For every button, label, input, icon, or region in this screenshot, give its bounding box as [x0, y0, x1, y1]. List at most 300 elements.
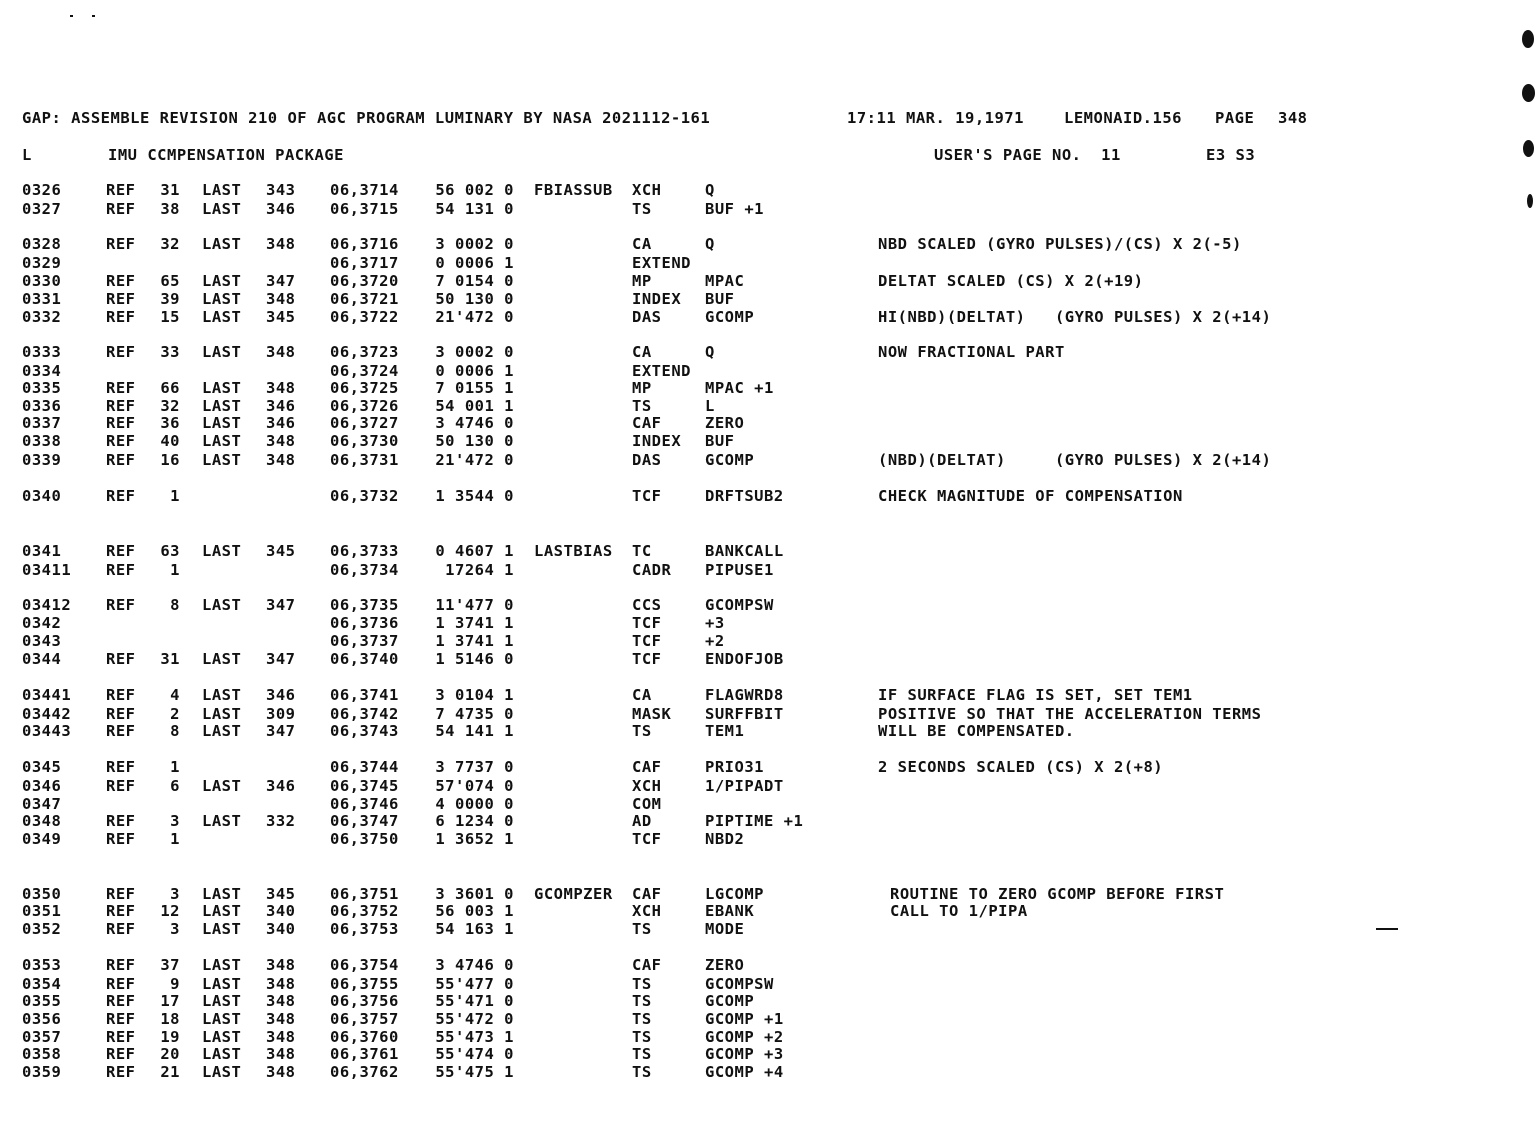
memory-address: 06,3751 — [330, 885, 399, 903]
octal-word: 55'477 0 — [435, 975, 514, 993]
memory-address: 06,3725 — [330, 379, 399, 397]
comment: NOW FRACTIONAL PART — [878, 343, 1065, 361]
memory-address: 06,3754 — [330, 956, 399, 974]
memory-address: 06,3720 — [330, 272, 399, 290]
seq-number: 0341 — [22, 542, 62, 560]
section-header — [22, 146, 1256, 164]
octal-word: 1 3741 1 — [435, 632, 514, 650]
last-page: 347 — [266, 272, 296, 290]
ref-count: 2 — [170, 705, 180, 723]
assembly-title: GAP: ASSEMBLE REVISION 210 OF AGC PROGRAM LUMINARY BY NASA 2021112-161 — [22, 109, 711, 127]
octal-word: 1 3544 0 — [435, 487, 514, 505]
last-marker: LAST — [202, 200, 242, 218]
ref-count: 40 — [160, 432, 180, 450]
memory-address: 06,3716 — [330, 235, 399, 253]
opcode: TC — [632, 542, 652, 560]
opcode: CAF — [632, 885, 662, 903]
ref-marker: REF — [106, 343, 136, 361]
seq-number: 0353 — [22, 956, 62, 974]
opcode: AD — [632, 812, 652, 830]
last-page: 348 — [266, 235, 296, 253]
octal-word: 11'477 0 — [435, 596, 514, 614]
seq-number: 0330 — [22, 272, 62, 290]
last-marker: LAST — [202, 235, 242, 253]
seq-number: 03442 — [22, 705, 72, 723]
last-page: 346 — [266, 200, 296, 218]
last-marker: LAST — [202, 1063, 242, 1081]
memory-address: 06,3722 — [330, 308, 399, 326]
last-marker: LAST — [202, 1028, 242, 1046]
octal-word: 50 130 0 — [435, 432, 514, 450]
opcode: TS — [632, 722, 652, 740]
ref-count: 12 — [160, 902, 180, 920]
opcode: CAF — [632, 414, 662, 432]
last-marker: LAST — [202, 451, 242, 469]
comment: 2 SECONDS SCALED (CS) X 2(+8) — [878, 758, 1164, 776]
octal-word: 3 0002 0 — [435, 235, 514, 253]
ref-count: 1 — [170, 561, 180, 579]
ref-marker: REF — [106, 902, 136, 920]
ref-marker: REF — [106, 181, 136, 199]
comment: ROUTINE TO ZERO GCOMP BEFORE FIRST — [890, 885, 1225, 903]
operand: BUF +1 — [705, 200, 764, 218]
seq-number: 0337 — [22, 414, 62, 432]
ref-count: 4 — [170, 686, 180, 704]
ref-marker: REF — [106, 650, 136, 668]
octal-word: 3 4746 0 — [435, 956, 514, 974]
memory-address: 06,3756 — [330, 992, 399, 1010]
ref-marker: REF — [106, 722, 136, 740]
operand: L — [705, 397, 715, 415]
memory-address: 06,3757 — [330, 1010, 399, 1028]
symbol-label: LASTBIAS — [534, 542, 613, 560]
ref-count: 3 — [170, 920, 180, 938]
operand: FLAGWRD8 — [705, 686, 784, 704]
operand: MODE — [705, 920, 745, 938]
opcode: COM — [632, 795, 662, 813]
last-page: 309 — [266, 705, 296, 723]
ref-marker: REF — [106, 542, 136, 560]
memory-address: 06,3744 — [330, 758, 399, 776]
ref-marker: REF — [106, 432, 136, 450]
operand: GCOMPSW — [705, 596, 774, 614]
last-page: 348 — [266, 379, 296, 397]
comment: WILL BE COMPENSATED. — [878, 722, 1075, 740]
last-page: 348 — [266, 1045, 296, 1063]
last-page: 346 — [266, 777, 296, 795]
seq-number: 03443 — [22, 722, 72, 740]
section-title: IMU CCMPENSATION PACKAGE — [108, 146, 344, 164]
opcode: INDEX — [632, 432, 682, 450]
opcode: MP — [632, 379, 652, 397]
ref-count: 66 — [160, 379, 180, 397]
opcode: TS — [632, 397, 652, 415]
operand: Q — [705, 235, 715, 253]
ref-count: 16 — [160, 451, 180, 469]
operand: GCOMP +4 — [705, 1063, 784, 1081]
seq-number: 0334 — [22, 362, 62, 380]
octal-word: 55'471 0 — [435, 992, 514, 1010]
opcode: EXTEND — [632, 362, 691, 380]
octal-word: 54 141 1 — [435, 722, 514, 740]
last-marker: LAST — [202, 920, 242, 938]
octal-word: 17264 1 — [445, 561, 514, 579]
last-marker: LAST — [202, 812, 242, 830]
seq-number: 03441 — [22, 686, 72, 704]
opcode: CA — [632, 235, 652, 253]
ref-count: 37 — [160, 956, 180, 974]
comment: CHECK MAGNITUDE OF COMPENSATION — [878, 487, 1183, 505]
ref-marker: REF — [106, 1010, 136, 1028]
opcode: TS — [632, 920, 652, 938]
operand: +2 — [705, 632, 725, 650]
last-page: 348 — [266, 432, 296, 450]
seq-number: 0333 — [22, 343, 62, 361]
memory-address: 06,3721 — [330, 290, 399, 308]
ref-count: 8 — [170, 596, 180, 614]
operand: PIPUSE1 — [705, 561, 774, 579]
opcode: DAS — [632, 451, 662, 469]
operand: LGCOMP — [705, 885, 764, 903]
octal-word: 3 7737 0 — [435, 758, 514, 776]
ref-marker: REF — [106, 397, 136, 415]
seq-number: 0338 — [22, 432, 62, 450]
ref-count: 32 — [160, 397, 180, 415]
last-marker: LAST — [202, 432, 242, 450]
last-page: 348 — [266, 1028, 296, 1046]
seq-number: 0329 — [22, 254, 62, 272]
operand: PRIO31 — [705, 758, 764, 776]
listing-header — [22, 109, 1308, 127]
seq-number: 0331 — [22, 290, 62, 308]
memory-address: 06,3730 — [330, 432, 399, 450]
seq-number: 0357 — [22, 1028, 62, 1046]
last-marker: LAST — [202, 650, 242, 668]
operand: GCOMP — [705, 308, 755, 326]
seq-number: 0354 — [22, 975, 62, 993]
octal-word: 3 3601 0 — [435, 885, 514, 903]
octal-word: 54 001 1 — [435, 397, 514, 415]
seq-number: 0348 — [22, 812, 62, 830]
last-page: 348 — [266, 343, 296, 361]
octal-word: 3 0104 1 — [435, 686, 514, 704]
last-marker: LAST — [202, 956, 242, 974]
opcode: TS — [632, 1045, 652, 1063]
octal-word: 54 163 1 — [435, 920, 514, 938]
ref-count: 38 — [160, 200, 180, 218]
last-marker: LAST — [202, 705, 242, 723]
page-number: 348 — [1278, 109, 1308, 127]
operand: BUF — [705, 290, 735, 308]
octal-word: 3 0002 0 — [435, 343, 514, 361]
ref-count: 20 — [160, 1045, 180, 1063]
ref-marker: REF — [106, 812, 136, 830]
operand: Q — [705, 343, 715, 361]
ref-marker: REF — [106, 1045, 136, 1063]
octal-word: 55'474 0 — [435, 1045, 514, 1063]
opcode: MASK — [632, 705, 672, 723]
memory-address: 06,3737 — [330, 632, 399, 650]
ref-count: 36 — [160, 414, 180, 432]
opcode: DAS — [632, 308, 662, 326]
comment: DELTAT SCALED (CS) X 2(+19) — [878, 272, 1144, 290]
last-marker: LAST — [202, 902, 242, 920]
comment: IF SURFACE FLAG IS SET, SET TEM1 — [878, 686, 1193, 704]
opcode: TCF — [632, 487, 662, 505]
operand: 1/PIPADT — [705, 777, 784, 795]
octal-word: 1 3741 1 — [435, 614, 514, 632]
opcode: CA — [632, 686, 652, 704]
memory-address: 06,3723 — [330, 343, 399, 361]
opcode: TS — [632, 975, 652, 993]
memory-address: 06,3742 — [330, 705, 399, 723]
last-page: 347 — [266, 596, 296, 614]
ref-marker: REF — [106, 777, 136, 795]
last-marker: LAST — [202, 343, 242, 361]
operand: +3 — [705, 614, 725, 632]
margin-punch-mark — [1522, 30, 1534, 48]
opcode: XCH — [632, 181, 662, 199]
operand: ZERO — [705, 956, 745, 974]
ref-count: 39 — [160, 290, 180, 308]
sheet-code: E3 S3 — [1206, 146, 1256, 164]
last-marker: LAST — [202, 272, 242, 290]
operand: ENDOFJOB — [705, 650, 784, 668]
memory-address: 06,3735 — [330, 596, 399, 614]
ref-marker: REF — [106, 379, 136, 397]
operand: BANKCALL — [705, 542, 784, 560]
seq-number: 0356 — [22, 1010, 62, 1028]
last-marker: LAST — [202, 777, 242, 795]
last-page: 343 — [266, 181, 296, 199]
ref-count: 63 — [160, 542, 180, 560]
last-page: 348 — [266, 451, 296, 469]
ref-count: 6 — [170, 777, 180, 795]
memory-address: 06,3734 — [330, 561, 399, 579]
memory-address: 06,3736 — [330, 614, 399, 632]
operand: GCOMP — [705, 451, 755, 469]
seq-number: 0342 — [22, 614, 62, 632]
octal-word: 7 0154 0 — [435, 272, 514, 290]
ref-marker: REF — [106, 1028, 136, 1046]
operand: NBD2 — [705, 830, 745, 848]
users-page-number: USER'S PAGE NO. 11 — [934, 146, 1121, 164]
ref-count: 3 — [170, 812, 180, 830]
octal-word: 56 003 1 — [435, 902, 514, 920]
seq-number: 0349 — [22, 830, 62, 848]
operand: GCOMP — [705, 992, 755, 1010]
octal-word: 7 0155 1 — [435, 379, 514, 397]
last-marker: LAST — [202, 992, 242, 1010]
octal-word: 3 4746 0 — [435, 414, 514, 432]
last-page: 348 — [266, 290, 296, 308]
seq-number: 0345 — [22, 758, 62, 776]
operand: GCOMP +2 — [705, 1028, 784, 1046]
memory-address: 06,3726 — [330, 397, 399, 415]
operand: TEM1 — [705, 722, 745, 740]
ref-marker: REF — [106, 414, 136, 432]
octal-word: 21'472 0 — [435, 451, 514, 469]
memory-address: 06,3714 — [330, 181, 399, 199]
octal-word: 57'074 0 — [435, 777, 514, 795]
seq-number: 03411 — [22, 561, 72, 579]
operand: DRFTSUB2 — [705, 487, 784, 505]
opcode: MP — [632, 272, 652, 290]
memory-address: 06,3727 — [330, 414, 399, 432]
ref-marker: REF — [106, 885, 136, 903]
ref-marker: REF — [106, 235, 136, 253]
opcode: TS — [632, 1010, 652, 1028]
last-page: 348 — [266, 975, 296, 993]
last-marker: LAST — [202, 308, 242, 326]
last-marker: LAST — [202, 414, 242, 432]
margin-punch-mark — [1527, 194, 1533, 208]
operand: EBANK — [705, 902, 755, 920]
comment: POSITIVE SO THAT THE ACCELERATION TERMS — [878, 705, 1262, 723]
seq-number: 0340 — [22, 487, 62, 505]
opcode: CCS — [632, 596, 662, 614]
last-marker: LAST — [202, 397, 242, 415]
memory-address: 06,3762 — [330, 1063, 399, 1081]
memory-address: 06,3731 — [330, 451, 399, 469]
seq-number: 0336 — [22, 397, 62, 415]
scan-speck — [70, 15, 73, 17]
seq-number: 0326 — [22, 181, 62, 199]
ref-marker: REF — [106, 758, 136, 776]
ref-marker: REF — [106, 1063, 136, 1081]
ref-marker: REF — [106, 308, 136, 326]
seq-number: 0347 — [22, 795, 62, 813]
ref-count: 1 — [170, 758, 180, 776]
opcode: CAF — [632, 758, 662, 776]
last-page: 347 — [266, 722, 296, 740]
memory-address: 06,3747 — [330, 812, 399, 830]
last-page: 347 — [266, 650, 296, 668]
operand: GCOMP +3 — [705, 1045, 784, 1063]
seq-number: 0343 — [22, 632, 62, 650]
ref-marker: REF — [106, 272, 136, 290]
ref-count: 1 — [170, 487, 180, 505]
opcode: TCF — [632, 830, 662, 848]
ref-count: 1 — [170, 830, 180, 848]
lemonaid-id: LEMONAID.156 — [1064, 109, 1182, 127]
ref-count: 33 — [160, 343, 180, 361]
ref-marker: REF — [106, 920, 136, 938]
octal-word: 55'472 0 — [435, 1010, 514, 1028]
ref-marker: REF — [106, 705, 136, 723]
octal-word: 6 1234 0 — [435, 812, 514, 830]
ref-count: 65 — [160, 272, 180, 290]
last-marker: LAST — [202, 1045, 242, 1063]
operand: PIPTIME +1 — [705, 812, 804, 830]
operand: BUF — [705, 432, 735, 450]
seq-number: 03412 — [22, 596, 72, 614]
last-marker: LAST — [202, 181, 242, 199]
margin-punch-mark — [1522, 84, 1535, 102]
ref-marker: REF — [106, 830, 136, 848]
ref-marker: REF — [106, 956, 136, 974]
last-marker: LAST — [202, 722, 242, 740]
print-timestamp: 17:11 MAR. 19,1971 — [847, 109, 1024, 127]
octal-word: 55'473 1 — [435, 1028, 514, 1046]
memory-address: 06,3732 — [330, 487, 399, 505]
last-page: 346 — [266, 686, 296, 704]
octal-word: 55'475 1 — [435, 1063, 514, 1081]
memory-address: 06,3724 — [330, 362, 399, 380]
opcode: CA — [632, 343, 652, 361]
page-label: PAGE — [1215, 109, 1255, 127]
octal-word: 56 002 0 — [435, 181, 514, 199]
opcode: XCH — [632, 902, 662, 920]
ref-count: 15 — [160, 308, 180, 326]
ref-marker: REF — [106, 290, 136, 308]
ref-count: 8 — [170, 722, 180, 740]
octal-word: 54 131 0 — [435, 200, 514, 218]
symbol-label: GCOMPZER — [534, 885, 613, 903]
octal-word: 0 0006 1 — [435, 254, 514, 272]
operand: GCOMP +1 — [705, 1010, 784, 1028]
operand: SURFFBIT — [705, 705, 784, 723]
memory-address: 06,3717 — [330, 254, 399, 272]
memory-address: 06,3746 — [330, 795, 399, 813]
seq-number: 0350 — [22, 885, 62, 903]
seq-number: 0355 — [22, 992, 62, 1010]
ref-marker: REF — [106, 200, 136, 218]
last-marker: LAST — [202, 290, 242, 308]
memory-address: 06,3761 — [330, 1045, 399, 1063]
octal-word: 1 5146 0 — [435, 650, 514, 668]
seq-number: 0358 — [22, 1045, 62, 1063]
operand: GCOMPSW — [705, 975, 774, 993]
opcode: XCH — [632, 777, 662, 795]
last-marker: LAST — [202, 885, 242, 903]
octal-word: 0 4607 1 — [435, 542, 514, 560]
opcode: CAF — [632, 956, 662, 974]
ref-count: 9 — [170, 975, 180, 993]
octal-word: 4 0000 0 — [435, 795, 514, 813]
memory-address: 06,3743 — [330, 722, 399, 740]
operand: MPAC — [705, 272, 745, 290]
memory-address: 06,3750 — [330, 830, 399, 848]
margin-punch-mark — [1523, 140, 1534, 157]
seq-number: 0332 — [22, 308, 62, 326]
memory-address: 06,3760 — [330, 1028, 399, 1046]
memory-address: 06,3755 — [330, 975, 399, 993]
ref-count: 32 — [160, 235, 180, 253]
comment: (NBD)(DELTAT) (GYRO PULSES) X 2(+14) — [878, 451, 1272, 469]
comment: HI(NBD)(DELTAT) (GYRO PULSES) X 2(+14) — [878, 308, 1272, 326]
opcode: TS — [632, 992, 652, 1010]
last-marker: LAST — [202, 686, 242, 704]
octal-word: 0 0006 1 — [435, 362, 514, 380]
last-marker: LAST — [202, 596, 242, 614]
opcode: CADR — [632, 561, 672, 579]
comment: NBD SCALED (GYRO PULSES)/(CS) X 2(-5) — [878, 235, 1242, 253]
opcode: TS — [632, 200, 652, 218]
last-page: 345 — [266, 542, 296, 560]
last-marker: LAST — [202, 1010, 242, 1028]
ref-count: 31 — [160, 181, 180, 199]
symbol-label: FBIASSUB — [534, 181, 613, 199]
last-page: 348 — [266, 1063, 296, 1081]
ref-marker: REF — [106, 487, 136, 505]
last-marker: LAST — [202, 542, 242, 560]
ref-count: 3 — [170, 885, 180, 903]
memory-address: 06,3715 — [330, 200, 399, 218]
last-marker: LAST — [202, 379, 242, 397]
last-page: 348 — [266, 992, 296, 1010]
scan-speck — [92, 15, 95, 17]
